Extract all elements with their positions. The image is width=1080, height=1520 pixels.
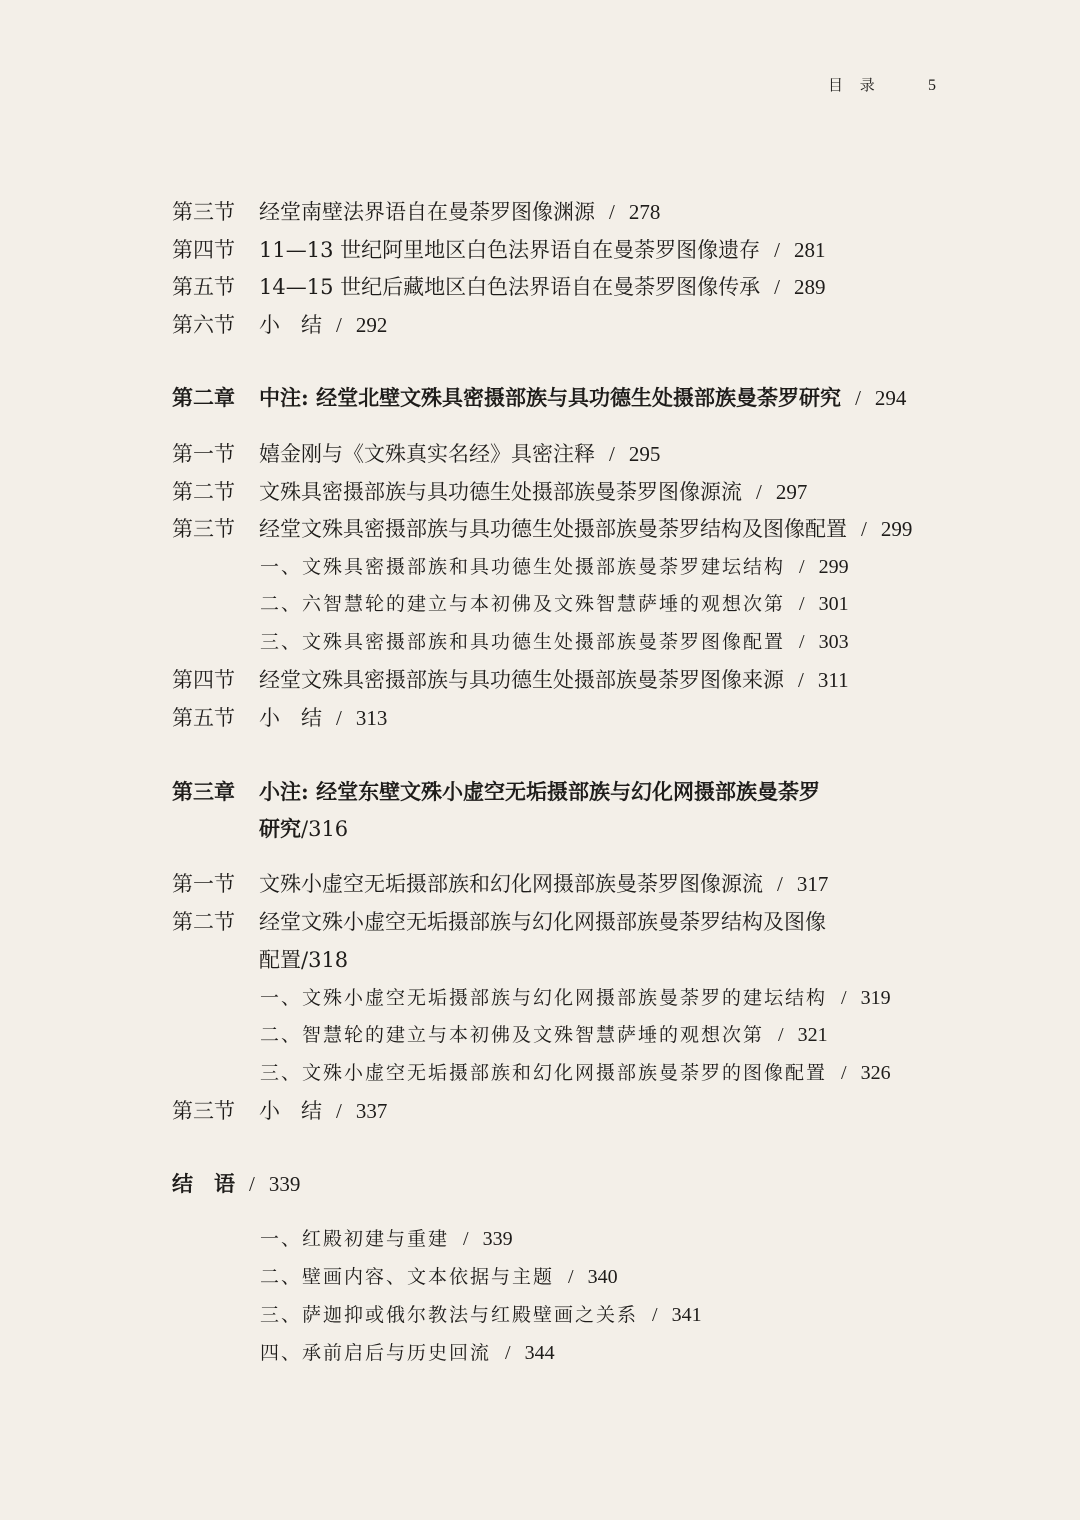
toc-entry[interactable] bbox=[172, 198, 660, 226]
toc-subentry[interactable] bbox=[260, 1263, 618, 1291]
entry-number: 第三节 bbox=[172, 517, 235, 541]
entry-title: 文殊具密摄部族与具功德生处摄部族曼荼罗图像源流 bbox=[259, 480, 742, 504]
subentry-title: 一、文殊小虚空无垢摄部族与幻化网摄部族曼荼罗的建坛结构 bbox=[260, 987, 828, 1009]
toc-subentry[interactable] bbox=[260, 1059, 891, 1087]
conclusion-page: 339 bbox=[268, 1172, 301, 1196]
entry-separator: / bbox=[568, 1266, 574, 1288]
subentry-title: 三、文殊小虚空无垢摄部族和幻化网摄部族曼荼罗的图像配置 bbox=[260, 1062, 828, 1084]
subentry-page: 303 bbox=[818, 631, 849, 653]
subentry-title: 二、壁画内容、文本依据与主题 bbox=[260, 1266, 555, 1288]
subentry-page: 341 bbox=[671, 1304, 702, 1326]
entry-separator: / bbox=[778, 1024, 784, 1046]
subentry-page: 344 bbox=[524, 1342, 555, 1364]
entry-separator: / bbox=[336, 706, 342, 730]
entry-title-continuation: 配置 bbox=[259, 948, 301, 972]
toc-entry[interactable] bbox=[172, 478, 807, 506]
entry-separator: / bbox=[505, 1342, 511, 1364]
entry-separator: / bbox=[301, 817, 309, 841]
subentry-title: 一、文殊具密摄部族和具功德生处摄部族曼荼罗建坛结构 bbox=[260, 556, 786, 578]
header-title: 目 录 bbox=[828, 76, 881, 94]
entry-separator: / bbox=[336, 1099, 342, 1123]
chapter-title: 中注: 经堂北壁文殊具密摄部族与具功德生处摄部族曼荼罗研究 bbox=[259, 385, 842, 410]
entry-separator: / bbox=[799, 593, 805, 615]
subentry-title: 三、文殊具密摄部族和具功德生处摄部族曼荼罗图像配置 bbox=[260, 631, 786, 653]
entry-title: 小 结 bbox=[259, 313, 322, 337]
toc-subentry[interactable] bbox=[260, 1225, 513, 1253]
subentry-title: 二、六智慧轮的建立与本初佛及文殊智慧萨埵的观想次第 bbox=[260, 593, 786, 615]
entry-title: 11—13 世纪阿里地区白色法界语自在曼荼罗图像遗存 bbox=[259, 238, 761, 262]
subentry-page: 340 bbox=[587, 1266, 618, 1288]
toc-entry[interactable] bbox=[172, 1097, 387, 1125]
subentry-title: 一、红殿初建与重建 bbox=[260, 1228, 450, 1250]
chapter-title-continuation: 研究 bbox=[259, 816, 301, 841]
running-header bbox=[828, 74, 936, 95]
entry-title: 文殊小虚空无垢摄部族和幻化网摄部族曼荼罗图像源流 bbox=[259, 872, 763, 896]
toc-entry[interactable] bbox=[172, 908, 826, 936]
entry-page: 299 bbox=[880, 517, 913, 541]
entry-separator: / bbox=[855, 386, 861, 410]
entry-separator: / bbox=[774, 238, 780, 262]
entry-number: 第三节 bbox=[172, 1099, 235, 1123]
entry-separator: / bbox=[841, 1062, 847, 1084]
entry-separator: / bbox=[777, 872, 783, 896]
chapter-number: 第二章 bbox=[172, 385, 235, 410]
entry-separator: / bbox=[774, 275, 780, 299]
entry-number: 第四节 bbox=[172, 668, 235, 692]
header-page-number: 5 bbox=[928, 77, 936, 94]
entry-number: 第二节 bbox=[172, 910, 235, 934]
entry-title: 经堂南壁法界语自在曼荼罗图像渊源 bbox=[259, 200, 595, 224]
entry-title: 小 结 bbox=[259, 1099, 322, 1123]
toc-conclusion[interactable] bbox=[172, 1170, 300, 1198]
toc-subentry[interactable] bbox=[260, 553, 849, 581]
toc-chapter[interactable] bbox=[172, 384, 906, 412]
entry-number: 第六节 bbox=[172, 313, 235, 337]
entry-page: 318 bbox=[308, 948, 349, 972]
toc-chapter[interactable] bbox=[172, 778, 820, 806]
toc-subentry[interactable] bbox=[260, 1301, 702, 1329]
entry-separator: / bbox=[336, 313, 342, 337]
toc-entry-continuation[interactable] bbox=[259, 946, 348, 974]
entry-page: 313 bbox=[355, 706, 388, 730]
entry-separator: / bbox=[799, 556, 805, 578]
chapter-title: 小注: 经堂东壁文殊小虚空无垢摄部族与幻化网摄部族曼荼罗 bbox=[259, 779, 821, 804]
subentry-page: 299 bbox=[818, 556, 849, 578]
toc-entry[interactable] bbox=[172, 870, 828, 898]
toc-subentry[interactable] bbox=[260, 1021, 828, 1049]
entry-title: 小 结 bbox=[259, 706, 322, 730]
subentry-page: 326 bbox=[860, 1062, 891, 1084]
toc-subentry[interactable] bbox=[260, 1339, 555, 1367]
toc-entry[interactable] bbox=[172, 515, 912, 543]
entry-page: 278 bbox=[628, 200, 661, 224]
entry-separator: / bbox=[609, 200, 615, 224]
subentry-title: 四、承前启后与历史回流 bbox=[260, 1342, 492, 1364]
toc-subentry[interactable] bbox=[260, 628, 849, 656]
entry-page: 289 bbox=[793, 275, 826, 299]
subentry-page: 339 bbox=[482, 1228, 513, 1250]
toc-entry[interactable] bbox=[172, 666, 849, 694]
subentry-page: 301 bbox=[818, 593, 849, 615]
toc-entry[interactable] bbox=[172, 704, 387, 732]
entry-page: 295 bbox=[628, 442, 661, 466]
entry-page: 317 bbox=[796, 872, 829, 896]
entry-separator: / bbox=[249, 1172, 255, 1196]
entry-separator: / bbox=[861, 517, 867, 541]
entry-separator: / bbox=[799, 631, 805, 653]
toc-entry[interactable] bbox=[172, 273, 825, 301]
chapter-number: 第三章 bbox=[172, 779, 235, 804]
entry-title: 经堂文殊具密摄部族与具功德生处摄部族曼荼罗结构及图像配置 bbox=[259, 517, 847, 541]
entry-separator: / bbox=[609, 442, 615, 466]
entry-number: 第五节 bbox=[172, 706, 235, 730]
entry-number: 第三节 bbox=[172, 200, 235, 224]
chapter-page: 294 bbox=[874, 386, 907, 410]
entry-separator: / bbox=[841, 987, 847, 1009]
toc-entry[interactable] bbox=[172, 440, 660, 468]
conclusion-title: 结 语 bbox=[172, 1171, 235, 1196]
entry-title: 经堂文殊具密摄部族与具功德生处摄部族曼荼罗图像来源 bbox=[259, 668, 784, 692]
toc-entry[interactable] bbox=[172, 311, 387, 339]
entry-page: 337 bbox=[355, 1099, 388, 1123]
entry-number: 第一节 bbox=[172, 442, 235, 466]
entry-number: 第四节 bbox=[172, 238, 235, 262]
entry-separator: / bbox=[301, 948, 309, 972]
entry-page: 311 bbox=[817, 668, 849, 692]
toc-chapter-continuation[interactable] bbox=[259, 815, 348, 843]
subentry-title: 三、萨迦抑或俄尔教法与红殿壁画之关系 bbox=[260, 1304, 639, 1326]
toc-subentry[interactable] bbox=[260, 590, 849, 618]
entry-title: 14—15 世纪后藏地区白色法界语自在曼荼罗图像传承 bbox=[259, 275, 761, 299]
entry-number: 第一节 bbox=[172, 872, 235, 896]
entry-title: 经堂文殊小虚空无垢摄部族与幻化网摄部族曼荼罗结构及图像 bbox=[259, 910, 826, 934]
toc-subentry[interactable] bbox=[260, 984, 891, 1012]
subentry-page: 319 bbox=[860, 987, 891, 1009]
entry-number: 第二节 bbox=[172, 480, 235, 504]
chapter-page: 316 bbox=[308, 817, 349, 841]
subentry-title: 二、智慧轮的建立与本初佛及文殊智慧萨埵的观想次第 bbox=[260, 1024, 765, 1046]
entry-page: 297 bbox=[775, 480, 808, 504]
entry-title: 嬉金刚与《文殊真实名经》具密注释 bbox=[259, 442, 595, 466]
entry-number: 第五节 bbox=[172, 275, 235, 299]
entry-separator: / bbox=[463, 1228, 469, 1250]
subentry-page: 321 bbox=[797, 1024, 828, 1046]
toc-entry[interactable] bbox=[172, 236, 825, 264]
entry-separator: / bbox=[756, 480, 762, 504]
entry-page: 292 bbox=[355, 313, 388, 337]
entry-separator: / bbox=[652, 1304, 658, 1326]
entry-separator: / bbox=[798, 668, 804, 692]
entry-page: 281 bbox=[793, 238, 826, 262]
